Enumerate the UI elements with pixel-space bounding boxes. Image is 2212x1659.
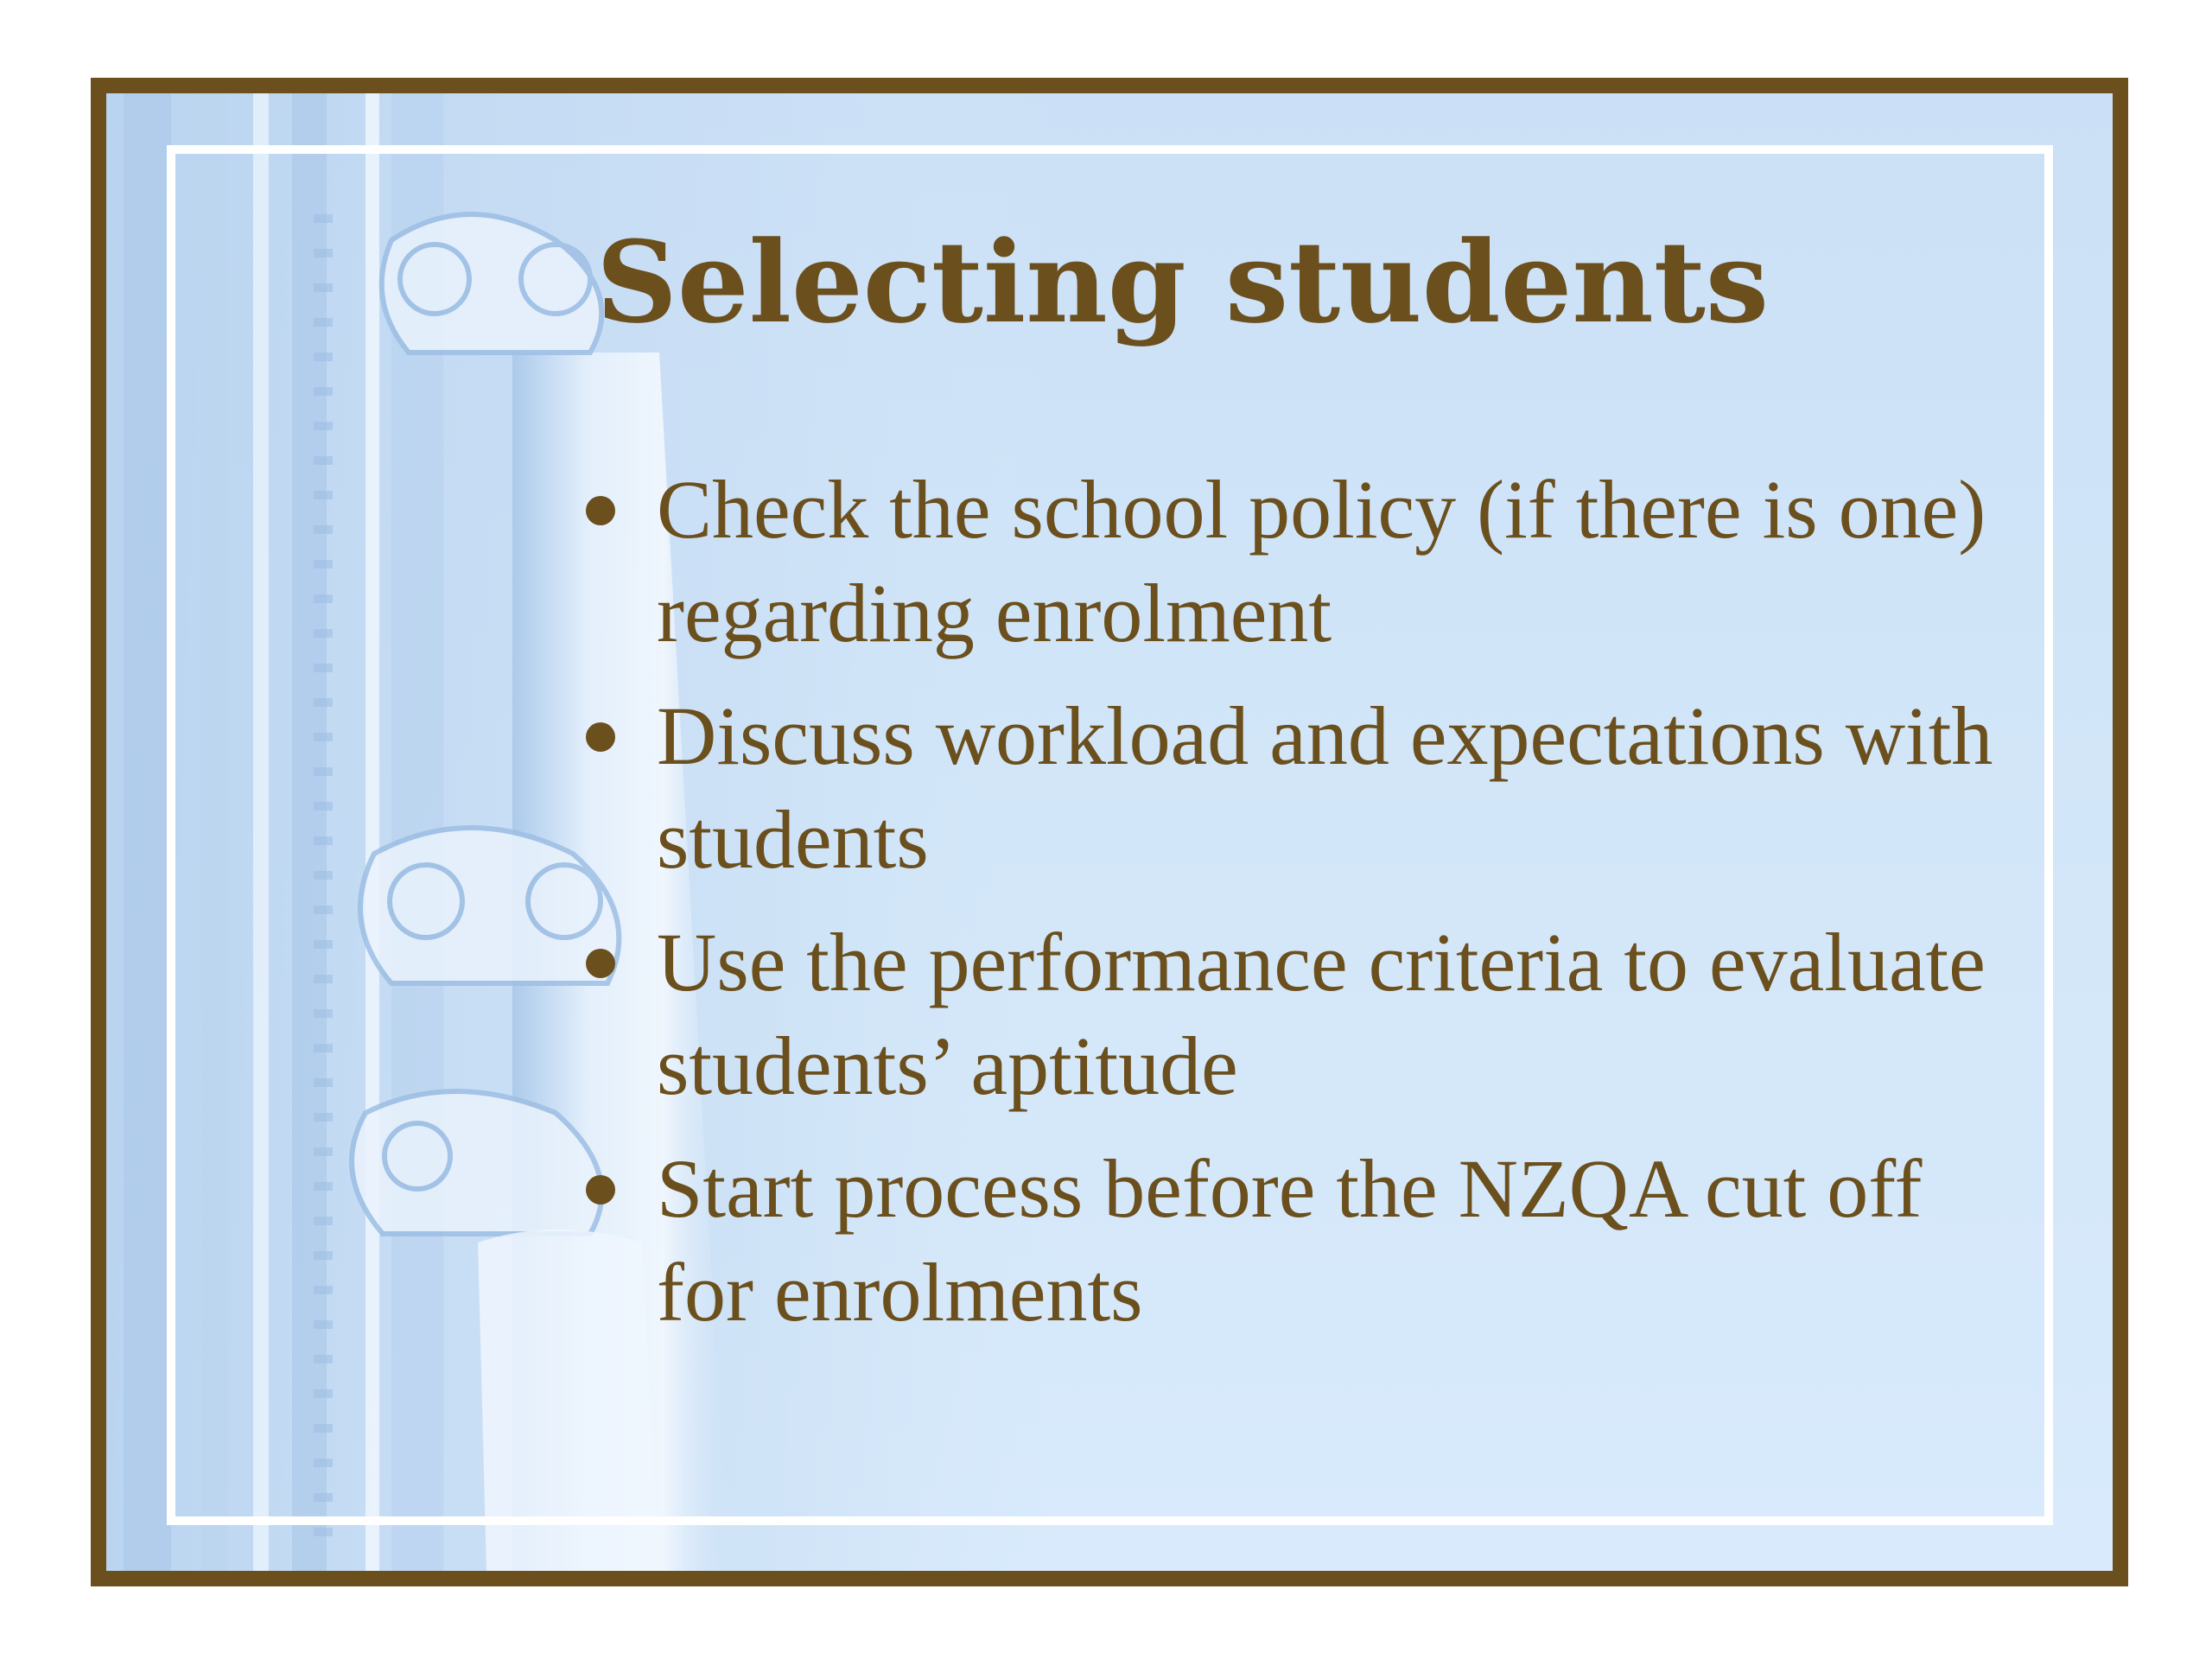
bullet-icon — [586, 949, 615, 978]
bullet-item — [579, 458, 2031, 665]
slide-title: Selecting students — [596, 216, 1770, 348]
bullet-text: Use the performance criteria to evaluate students’ aptitude — [657, 916, 1986, 1112]
bullet-text: Discuss workload and expectations with students — [657, 690, 1993, 886]
bullet-icon — [586, 496, 615, 525]
bullet-item — [579, 1137, 2031, 1344]
bullet-icon — [586, 1175, 615, 1205]
bullet-text: Start process before the NZQA cut off for enrolments — [657, 1142, 1923, 1338]
bullet-text: Check the school policy (if there is one) regarding enrolment — [657, 463, 1986, 659]
bullet-list — [579, 458, 2031, 1363]
bullet-icon — [586, 722, 615, 752]
bullet-item — [579, 911, 2031, 1118]
bullet-item — [579, 684, 2031, 892]
